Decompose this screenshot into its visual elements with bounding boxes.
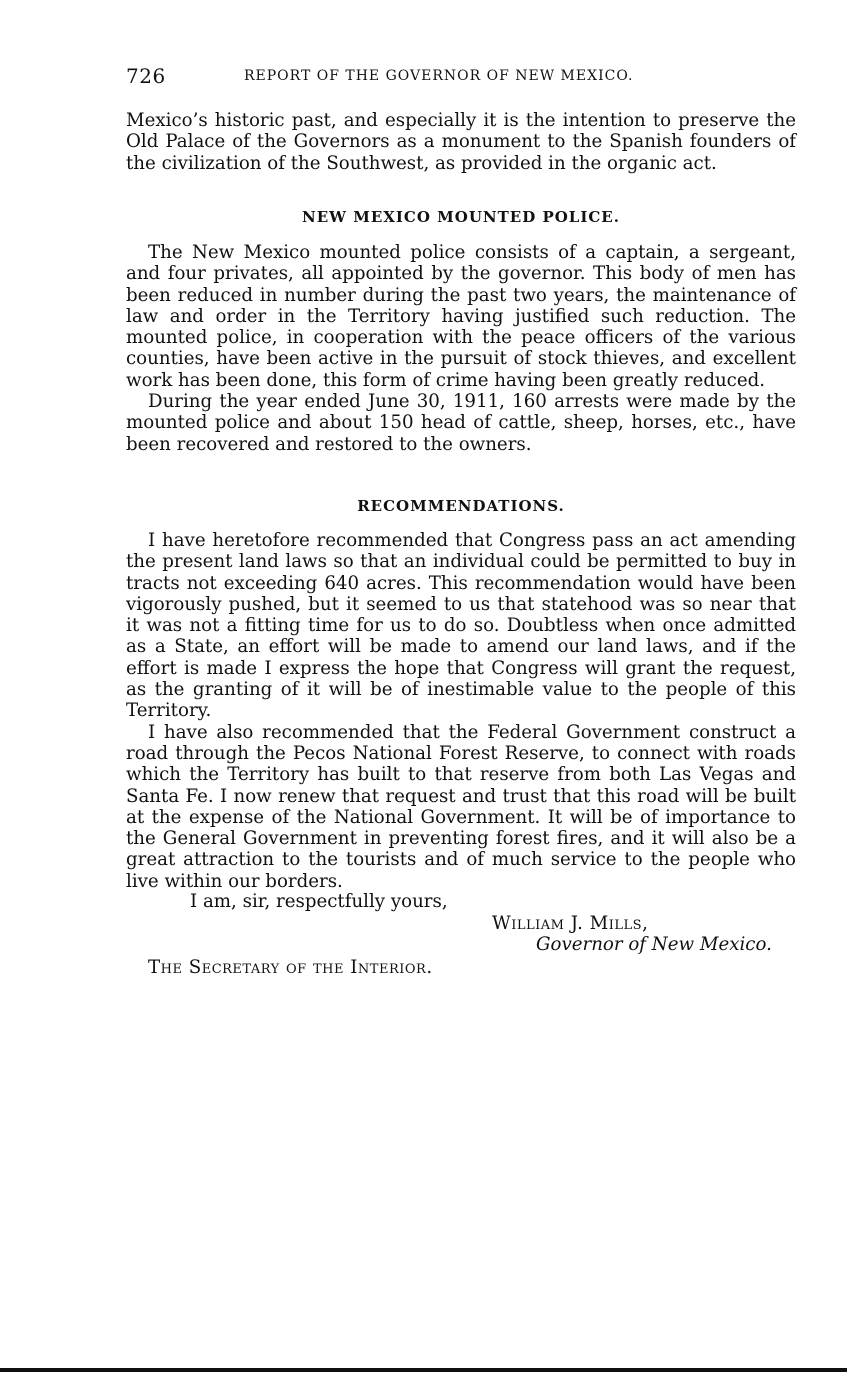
signatory-name: William J. Mills, — [492, 913, 649, 934]
intro-block — [126, 110, 796, 174]
page-number: 726 — [126, 64, 166, 88]
recommendations-body — [126, 530, 796, 892]
closing-line: I am, sir, respectfully yours, — [190, 891, 448, 912]
police-section-heading: NEW MEXICO MOUNTED POLICE. — [302, 208, 620, 226]
running-header — [126, 64, 796, 90]
police-section-body — [126, 242, 796, 455]
police-paragraph-1: The New Mexico mounted police consists of a captain, a sergeant, and four privates, all appointed by the governor. This body of men has been reduced in number during the past two years, the maintenance of law and order in the Territory having justified such reduction. The mounted police, in cooperation with the peace officers of the various counties, have been active in the pursuit of stock thieves, and excellent work has been done, this form of crime having been greatly reduced. — [126, 242, 796, 391]
intro-paragraph: Mexico’s historic past, and especially it is the intention to preserve the Old Palace of the Governors as a monument to the Spanish founders of the civilization of the Southwest, as provided in the organic act. — [126, 110, 796, 174]
signatory-title: Governor of New Mexico. — [536, 934, 772, 955]
page-bottom-rule — [0, 1368, 847, 1372]
police-paragraph-2: During the year ended June 30, 1911, 160 arrests were made by the mounted police and about 150 head of cattle, sheep, horses, etc., have been recovered and restored to the owners. — [126, 391, 796, 455]
running-title: REPORT OF THE GOVERNOR OF NEW MEXICO. — [244, 68, 634, 84]
recommendations-heading: RECOMMENDATIONS. — [357, 497, 565, 515]
recommendation-paragraph-1: I have heretofore recommended that Congress pass an act amending the present land laws so that an individual could be permitted to buy in tracts not exceeding 640 acres. This recommendation would have been vigorously pushed, but it seemed to us that statehood was so near that it was not a fitting time for us to do so. Doubtless when once admitted as a State, an effort will be made to amend our land laws, and if the effort is made I express the hope that Congress will grant the request, as the granting of it will be of inestimable value to the people of this Territory. — [126, 530, 796, 722]
recommendation-paragraph-2: I have also recommended that the Federal Government construct a road through the Pecos National Forest Reserve, to connect with roads which the Territory has built to that reserve from both Las Vegas and Santa Fe. I now renew that request and trust that this road will be built at the expense of the National Government. It will be of importance to the General Government in preventing forest fires, and it will also be a great attraction to the tourists and of much service to the people who live within our borders. — [126, 721, 796, 892]
addressee: The Secretary of the Interior. — [148, 957, 433, 978]
